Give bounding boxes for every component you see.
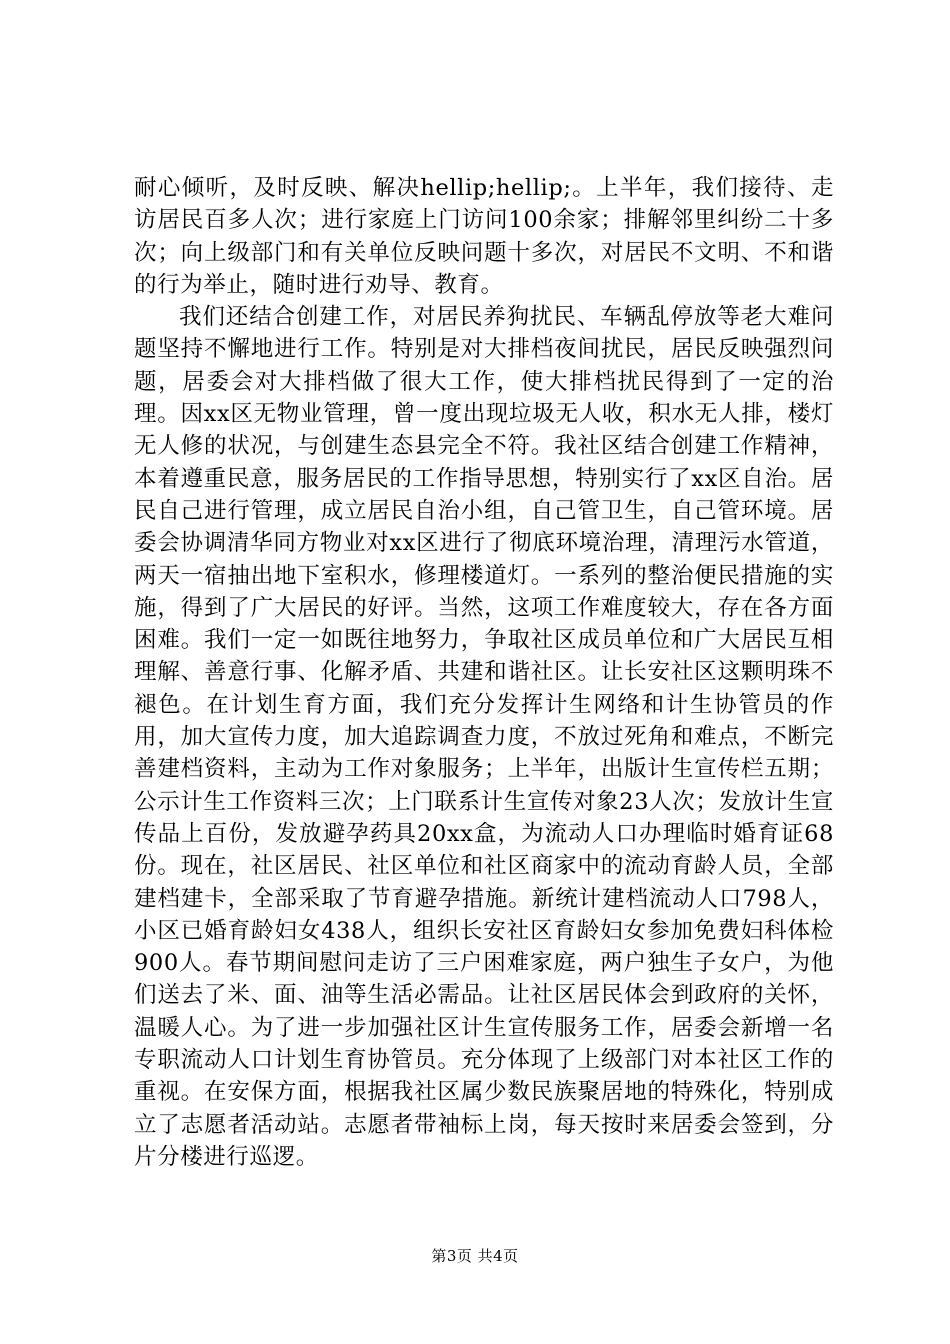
page-footer: 第3页 共4页 <box>431 1247 519 1265</box>
paragraph-1: 耐心倾听，及时反映、解决hellip;hellip;。上半年，我们接待、走访居民百多人次；进行家庭上门访问100余家；排解邻里纠纷二十多次；向上级部门和有关单位反映问题十多次，对居民不文明、不和谐的行为举止，随时进行劝导、教育。 <box>134 175 834 298</box>
document-body <box>134 172 834 1173</box>
paragraph-2: 我们还结合创建工作，对居民养狗扰民、车辆乱停放等老大难问题坚持不懈地进行工作。特别是对大排档夜间扰民，居民反映强烈问题，居委会对大排档做了很大工作，使大排档扰民得到了一定的治理。因xx区无物业管理，曾一度出现垃圾无人收，积水无人排，楼灯无人修的状况，与创建生态县完全不符。我社区结合创建工作精神，本着遵重民意，服务居民的工作指导思想，特别实行了xx区自治。居民自己进行管理，成立居民自治小组，自己管卫生，自己管环境。居委会协调清华同方物业对xx区进行了彻底环境治理，清理污水管道，两天一宿抽出地下室积水，修理楼道灯。一系列的整治便民措施的实施，得到了广大居民的好评。当然，这项工作难度较大，存在各方面困难。我们一定一如既往地努力，争取社区成员单位和广大居民互相理解、善意行事、化解矛盾、共建和谐社区。让长安社区这颗明珠不褪色。在计划生育方面，我们充分发挥计生网络和计生协管员的作用，加大宣传力度，加大追踪调查力度，不放过死角和难点，不断完善建档资料，主动为工作对象服务；上半年，出版计生宣传栏五期；公示计生工作资料三次；上门联系计生宣传对象23人次；发放计生宣传品上百份，发放避孕药具20xx盒，为流动人口办理临时婚育证68份。现在，社区居民、社区单位和社区商家中的流动育龄人员，全部建档建卡，全部采取了节育避孕措施。新统计建档流动人口798人，小区已婚育龄妇女438人，组织长安社区育龄妇女参加免费妇科体检900人。春节期间慰问走访了三户困难家庭，两户独生子女户，为他们送去了米、面、油等生活必需品。让社区居民体会到政府的关怀，温暖人心。为了进一步加强社区计生宣传服务工作，居委会新增一名专职流动人口计划生育协管员。充分体现了上级部门对本社区工作的重视。在安保方面，根据我社区属少数民族聚居地的特殊化，特别成立了志愿者活动站。志愿者带袖标上岗，每天按时来居委会签到，分片分楼进行巡逻。 <box>134 304 834 1170</box>
